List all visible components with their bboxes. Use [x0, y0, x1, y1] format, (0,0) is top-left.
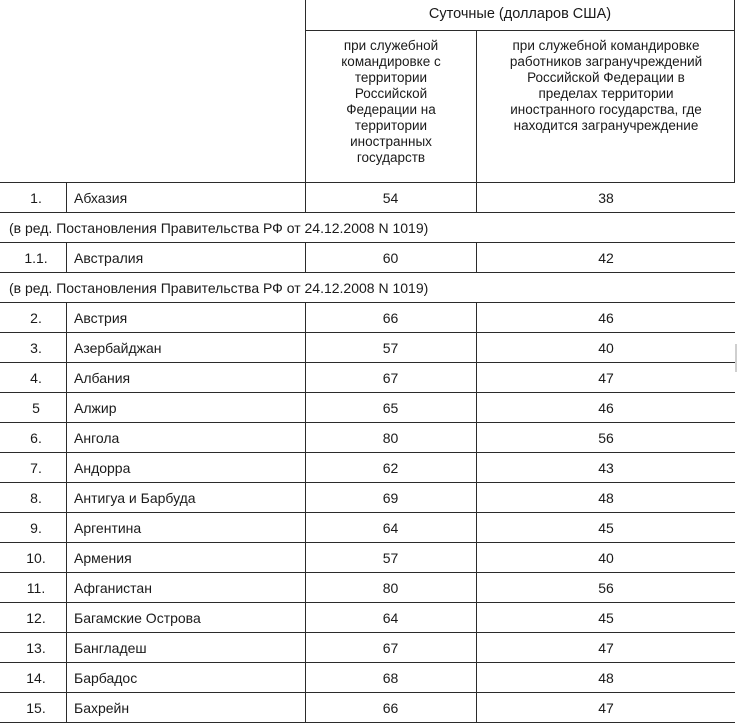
allowance-foreign-trip: 65	[382, 400, 399, 416]
allowance-embassy-staff: 43	[598, 460, 614, 476]
cell-divider	[305, 453, 306, 483]
row-number: 2.	[30, 310, 42, 326]
cell-divider	[305, 483, 306, 513]
cell-divider	[476, 693, 477, 723]
allowance-embassy-staff: 47	[598, 370, 614, 386]
header-line: находится загранучреждение	[513, 118, 699, 133]
row-number: 13.	[26, 640, 46, 656]
cell-divider	[305, 693, 306, 723]
header-col-embassy-staff	[477, 38, 735, 134]
row-divider	[0, 362, 735, 363]
country-name: Андорра	[74, 460, 131, 476]
cell-divider	[476, 303, 477, 333]
row-number: 8.	[30, 490, 42, 506]
header-line: Российской	[354, 86, 428, 101]
row-divider	[0, 482, 735, 483]
header-line: Федерации на	[346, 102, 436, 117]
country-name: Аргентина	[74, 520, 142, 536]
row-divider	[0, 512, 735, 513]
cell-divider	[66, 303, 67, 333]
allowance-foreign-trip: 67	[382, 370, 399, 386]
country-name: Бангладеш	[74, 640, 147, 656]
row-divider	[0, 452, 735, 453]
cell-divider	[476, 363, 477, 393]
allowance-foreign-trip: 66	[382, 700, 399, 716]
cell-divider	[66, 333, 67, 363]
country-name: Алжир	[74, 400, 117, 416]
cell-divider	[305, 423, 306, 453]
row-number: 5	[32, 400, 40, 416]
row-divider	[0, 332, 735, 333]
allowance-embassy-staff: 47	[598, 640, 614, 656]
country-name: Багамские Острова	[74, 610, 201, 626]
row-number: 1.1.	[24, 250, 48, 266]
header-group-title: Суточные (долларов США)	[428, 6, 612, 22]
cell-divider	[66, 243, 67, 273]
header-line: территории	[354, 70, 428, 85]
cell-divider	[66, 603, 67, 633]
row-number: 6.	[30, 430, 42, 446]
cell-divider	[305, 543, 306, 573]
cell-divider	[305, 513, 306, 543]
cell-divider	[305, 393, 306, 423]
allowance-embassy-staff: 47	[598, 700, 614, 716]
row-number: 15.	[26, 700, 46, 716]
row-divider	[0, 302, 735, 303]
cell-divider	[66, 423, 67, 453]
row-divider	[0, 422, 735, 423]
row-number: 11.	[26, 580, 46, 596]
cell-divider	[476, 483, 477, 513]
header-line: Российской Федерации в	[527, 70, 685, 85]
cell-divider	[305, 363, 306, 393]
country-name: Армения	[74, 550, 132, 566]
row-divider	[0, 392, 735, 393]
country-name: Афганистан	[74, 580, 152, 596]
row-number: 7.	[30, 460, 42, 476]
header-line: территории	[354, 118, 428, 133]
allowance-embassy-staff: 38	[598, 190, 614, 206]
allowance-foreign-trip: 67	[382, 640, 399, 656]
header-line: государств	[356, 150, 426, 165]
cell-divider	[66, 633, 67, 663]
allowance-foreign-trip: 64	[382, 520, 399, 536]
row-divider	[0, 632, 735, 633]
cell-divider	[305, 603, 306, 633]
header-line: иностранных	[350, 134, 432, 149]
cell-divider	[476, 243, 477, 273]
allowance-embassy-staff: 46	[598, 310, 614, 326]
row-divider	[0, 242, 735, 243]
country-name: Бахрейн	[74, 700, 130, 716]
allowance-foreign-trip: 68	[382, 670, 399, 686]
allowance-foreign-trip: 66	[382, 310, 399, 326]
row-divider	[0, 692, 735, 693]
row-number: 3.	[30, 340, 42, 356]
cell-divider	[66, 453, 67, 483]
row-number: 12.	[26, 610, 46, 626]
row-divider	[0, 542, 735, 543]
cell-divider	[305, 573, 306, 603]
cell-divider	[476, 333, 477, 363]
allowance-embassy-staff: 48	[598, 670, 614, 686]
cell-divider	[476, 453, 477, 483]
cell-divider	[305, 303, 306, 333]
cell-divider	[476, 633, 477, 663]
cell-divider	[66, 183, 67, 213]
cell-divider	[305, 243, 306, 273]
header-line: работников загранучреждений	[509, 54, 703, 69]
row-divider	[0, 212, 735, 213]
cell-divider	[66, 663, 67, 693]
allowance-embassy-staff: 40	[598, 340, 614, 356]
cell-divider	[476, 573, 477, 603]
header-line: командировке с	[341, 54, 441, 69]
country-name: Азербайджан	[74, 340, 162, 356]
cell-divider	[66, 693, 67, 723]
header-bottom-border	[0, 182, 735, 183]
scrollbar-edge	[735, 344, 737, 372]
cell-divider	[476, 393, 477, 423]
row-divider	[0, 272, 735, 273]
amendment-note: (в ред. Постановления Правительства РФ от 24.12.2008 N 1019)	[9, 220, 429, 236]
row-divider	[0, 572, 735, 573]
cell-divider	[305, 663, 306, 693]
cell-divider	[66, 483, 67, 513]
cell-divider	[476, 543, 477, 573]
allowance-foreign-trip: 64	[382, 610, 399, 626]
allowance-foreign-trip: 54	[382, 190, 399, 206]
allowance-foreign-trip: 69	[382, 490, 399, 506]
allowance-foreign-trip: 60	[382, 250, 399, 266]
allowance-embassy-staff: 46	[598, 400, 614, 416]
allowance-foreign-trip: 62	[382, 460, 399, 476]
row-number: 9.	[30, 520, 42, 536]
row-divider	[0, 722, 735, 723]
cell-divider	[476, 513, 477, 543]
row-number: 10.	[26, 550, 46, 566]
header-line: при служебной командировке	[512, 38, 700, 53]
allowance-foreign-trip: 80	[382, 430, 399, 446]
row-number: 1.	[30, 190, 42, 206]
country-name: Антигуа и Барбуда	[74, 490, 196, 506]
cell-divider	[305, 183, 306, 213]
amendment-note: (в ред. Постановления Правительства РФ от 24.12.2008 N 1019)	[9, 280, 429, 296]
cell-divider	[476, 183, 477, 213]
row-number: 4.	[30, 370, 42, 386]
allowance-embassy-staff: 56	[598, 430, 614, 446]
cell-divider	[66, 363, 67, 393]
country-name: Ангола	[74, 430, 120, 446]
allowance-foreign-trip: 80	[382, 580, 399, 596]
allowance-embassy-staff: 45	[598, 610, 614, 626]
allowance-embassy-staff: 40	[598, 550, 614, 566]
row-divider	[0, 602, 735, 603]
cell-divider	[66, 573, 67, 603]
header-line: пределах территории	[538, 86, 674, 101]
allowance-foreign-trip: 57	[382, 550, 399, 566]
header-subdivider	[305, 30, 735, 31]
country-name: Австралия	[74, 250, 144, 266]
cell-divider	[476, 603, 477, 633]
allowance-foreign-trip: 57	[382, 340, 399, 356]
header-col-foreign-trip	[306, 38, 476, 166]
header-line: при служебной	[343, 38, 439, 53]
country-name: Барбадос	[74, 670, 138, 686]
cell-divider	[305, 333, 306, 363]
cell-divider	[66, 513, 67, 543]
country-name: Австрия	[74, 310, 128, 326]
allowance-embassy-staff: 45	[598, 520, 614, 536]
country-name: Албания	[74, 370, 131, 386]
cell-divider	[476, 423, 477, 453]
row-number: 14.	[26, 670, 46, 686]
cell-divider	[476, 663, 477, 693]
allowance-embassy-staff: 56	[598, 580, 614, 596]
cell-divider	[66, 543, 67, 573]
cell-divider	[66, 393, 67, 423]
row-divider	[0, 662, 735, 663]
header-line: иностранного государства, где	[510, 102, 702, 117]
cell-divider	[305, 633, 306, 663]
country-name: Абхазия	[74, 190, 128, 206]
allowance-embassy-staff: 48	[598, 490, 614, 506]
allowance-embassy-staff: 42	[598, 250, 614, 266]
